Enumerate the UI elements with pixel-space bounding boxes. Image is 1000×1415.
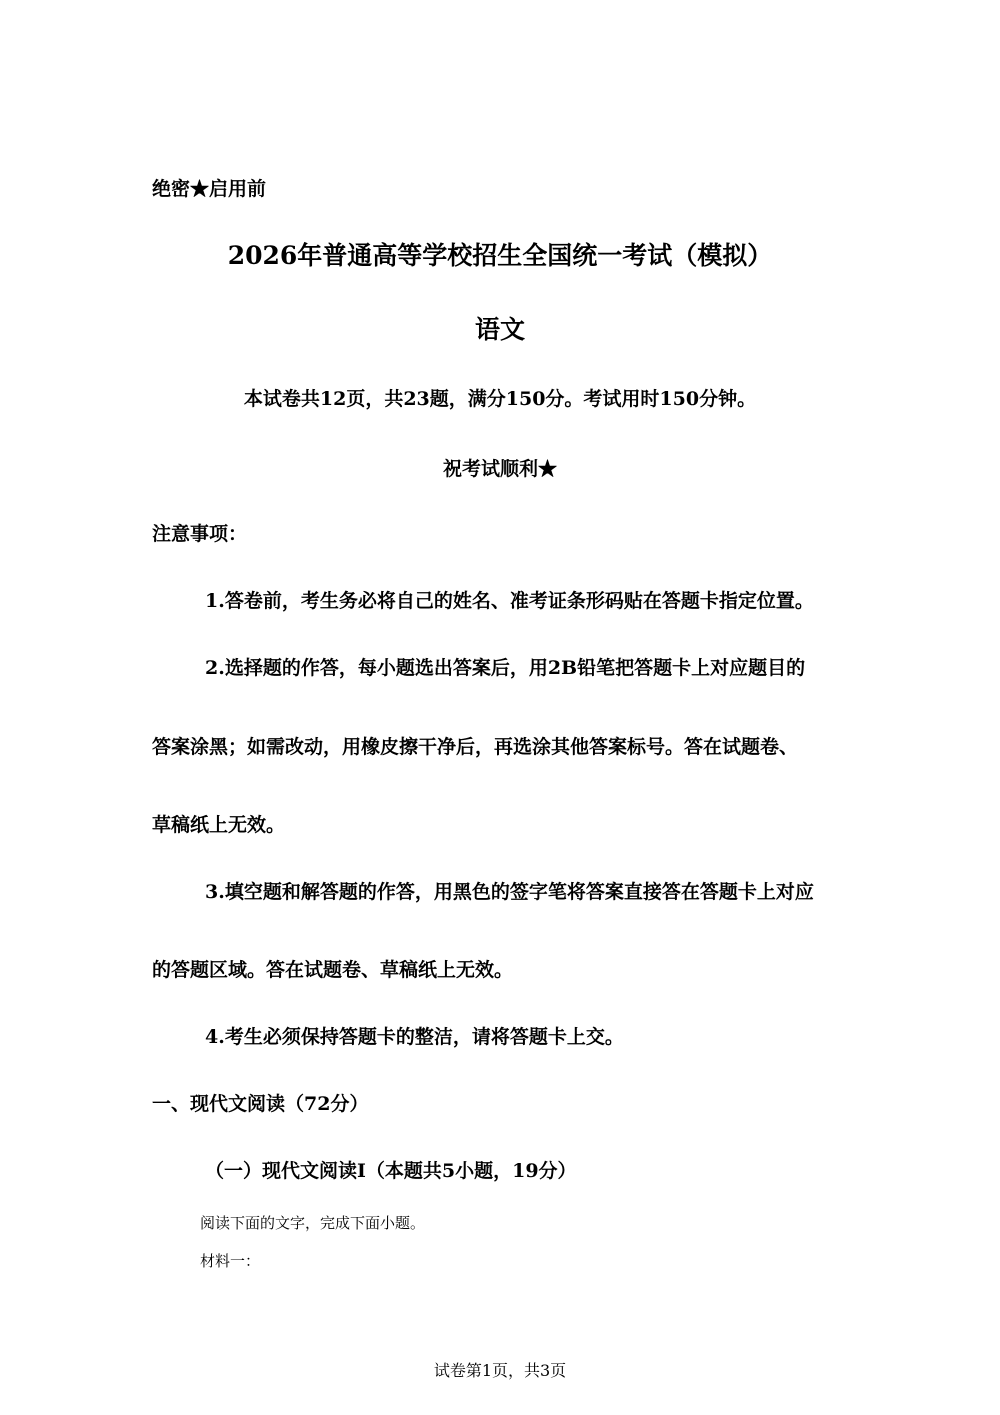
notice-item-3-line-2: 的答题区域。答在试题卷、草稿纸上无效。 [152,959,514,981]
exam-title: 2026年普通高等学校招生全国统一考试（模拟） [227,241,773,270]
section-heading: 一、现代文阅读（72分） [152,1093,369,1115]
notice-item-2-line-1: 2.选择题的作答，每小题选出答案后，用2B铅笔把答题卡上对应题目的 [205,657,806,679]
subsection-heading: （一）现代文阅读Ⅰ（本题共5小题，19分） [205,1160,577,1182]
notice-item-2-line-2: 答案涂黑；如需改动，用橡皮擦干净后，再选涂其他答案标号。答在试题卷、 [152,736,799,758]
subject-title: 语文 [474,315,525,344]
notice-item-4-line-1: 4.考生必须保持答题卡的整洁，请将答题卡上交。 [205,1026,624,1048]
exam-info: 本试卷共12页，共23题，满分150分。考试用时150分钟。 [243,388,757,410]
blessing: 祝考试顺利★ [442,458,557,480]
secret-mark: 绝密★启用前 [152,178,267,200]
notice-item-1-line-1: 1.答卷前，考生务必将自己的姓名、准考证条形码贴在答题卡指定位置。 [205,590,814,612]
notice-heading: 注意事项： [152,523,248,545]
page-indicator: 试卷第1页，共3页 [433,1361,567,1380]
notice-item-2-line-3: 草稿纸上无效。 [152,814,286,836]
reading-instruction: 阅读下面的文字，完成下面小题。 [200,1214,426,1232]
notice-item-3-line-1: 3.填空题和解答题的作答，用黑色的签字笔将答案直接答在答题卡上对应 [205,881,814,903]
material-label: 材料一： [200,1252,261,1270]
